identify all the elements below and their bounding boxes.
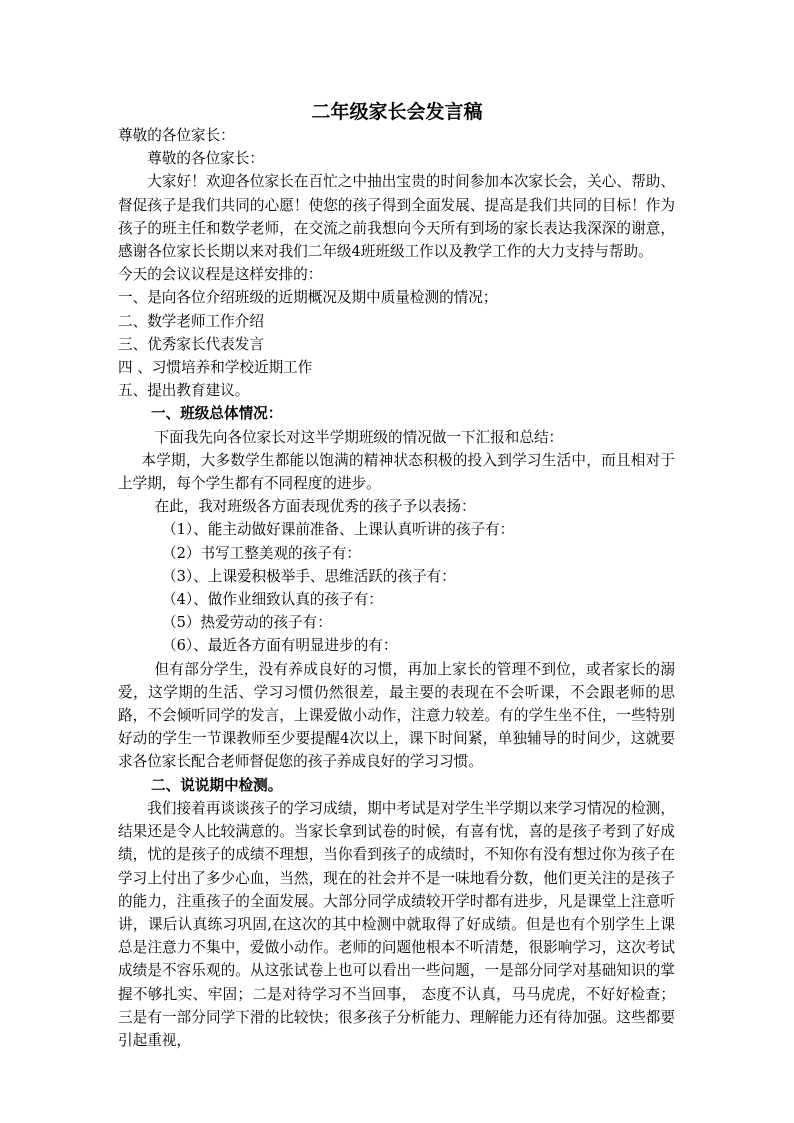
agenda-item: 五、提出教育建议。 (118, 382, 250, 400)
opening-paragraph: 大家好！欢迎各位家长在百忙之中抽出宝贵的时间参加本次家长会，关心、帮助、督促孩子是我们共同的心愿！使您的孩子得到全面发展、提高是我们共同的目标！作为孩子的班主任和数学老师，在交流之前我想向今天所有到场的家长表达我深深的谢意，感谢各位家长长期以来对我们二年级4班班级工作以及教学工作的大力支持与帮助。 (118, 173, 675, 261)
agenda-item: 四 、习惯培养和学校近期工作 (118, 359, 313, 377)
section-heading-midterm: 二、说说期中检测。 (151, 776, 283, 794)
agenda-item: 二、数学老师工作介绍 (118, 312, 264, 330)
agenda-item: 三、优秀家长代表发言 (118, 335, 264, 353)
praise-item: （4）、做作业细致认真的孩子有： (162, 591, 383, 609)
praise-item: （2）书写工整美观的孩子有： (162, 544, 362, 562)
praise-intro: 在此，我对班级各方面表现优秀的孩子予以表扬： (154, 498, 476, 516)
praise-item: （5）热爱劳动的孩子有： (162, 614, 332, 632)
document-title: 二年级家长会发言稿 (311, 101, 483, 123)
problem-paragraph: 但有部分学生，没有养成良好的习惯，再加上家长的管理不到位，或者家长的溺爱，这学期的生活、学习习惯仍然很差，最主要的表现在不会听课，不会跟老师的思路，不会倾听同学的发言，上课爱做小动作，注意力较差。有的学生坐不住，一些特别好动的学生一节课教师至少要提醒4次以上，课下时间紧，单独辅导的时间少，这就要求各位家长配合老师督促您的孩子养成良好的学习习惯。 (118, 660, 675, 771)
praise-item: （6）、最近各方面有明显进步的有： (162, 637, 398, 655)
greeting-line-indented: 尊敬的各位家长： (147, 150, 264, 168)
greeting-line: 尊敬的各位家长： (118, 127, 235, 144)
praise-item: （3）、上课爱积极举手、思维活跃的孩子有： (162, 567, 456, 585)
praise-item: （1）、能主动做好课前准备、上课认真听讲的孩子有： (162, 521, 515, 539)
section2-paragraph: 我们接着再谈谈孩子的学习成绩，期中考试是对学生半学期以来学习情况的检测，结果还是令人比较满意的。当家长拿到试卷的时候，有喜有忧，喜的是孩子考到了好成绩，忧的是孩子的成绩不理想，当你看到孩子的成绩时，不知你有没有想过你为孩子在学习上付出了多少心血，当然，现在的社会并不是一味地看分数，他们更关注的是孩子的能力，注重孩子的全面发展。大部分同学成绩较开学时都有进步，凡是课堂上注意听讲，课后认真练习巩固,在这次的其中检测中就取得了好成绩。但是也有个别学生上课总是注意力不集中，爱做小动作。老师的问题他根本不听清楚，很影响学习，这次考试成绩是不容乐观的。从这张试卷上也可以看出一些问题，一是部分同学对基础知识的掌握不够扎实、牢固；二是对待学习不当回事， 态度不认真，马马虎虎，不好好检查；三是有一部分同学下滑的比较快；很多孩子分析能力、理解能力还有待加强。这些都要引起重视， (118, 799, 675, 1049)
section-heading-class-overview: 一、班级总体情况： (151, 405, 283, 423)
agenda-intro: 今天的会议议程是这样安排的： (118, 266, 323, 284)
agenda-item: 一、是向各位介绍班级的近期概况及期中质量检测的情况； (118, 289, 498, 307)
document-body (118, 124, 675, 1052)
section1-paragraph: 本学期，大多数学生都能以饱满的精神状态积极的投入到学习生活中，而且相对于上学期，每个学生都有不同程度的进步。 (118, 451, 675, 493)
section1-intro: 下面我先向各位家长对这半学期班级的情况做一下汇报和总结： (154, 428, 564, 446)
